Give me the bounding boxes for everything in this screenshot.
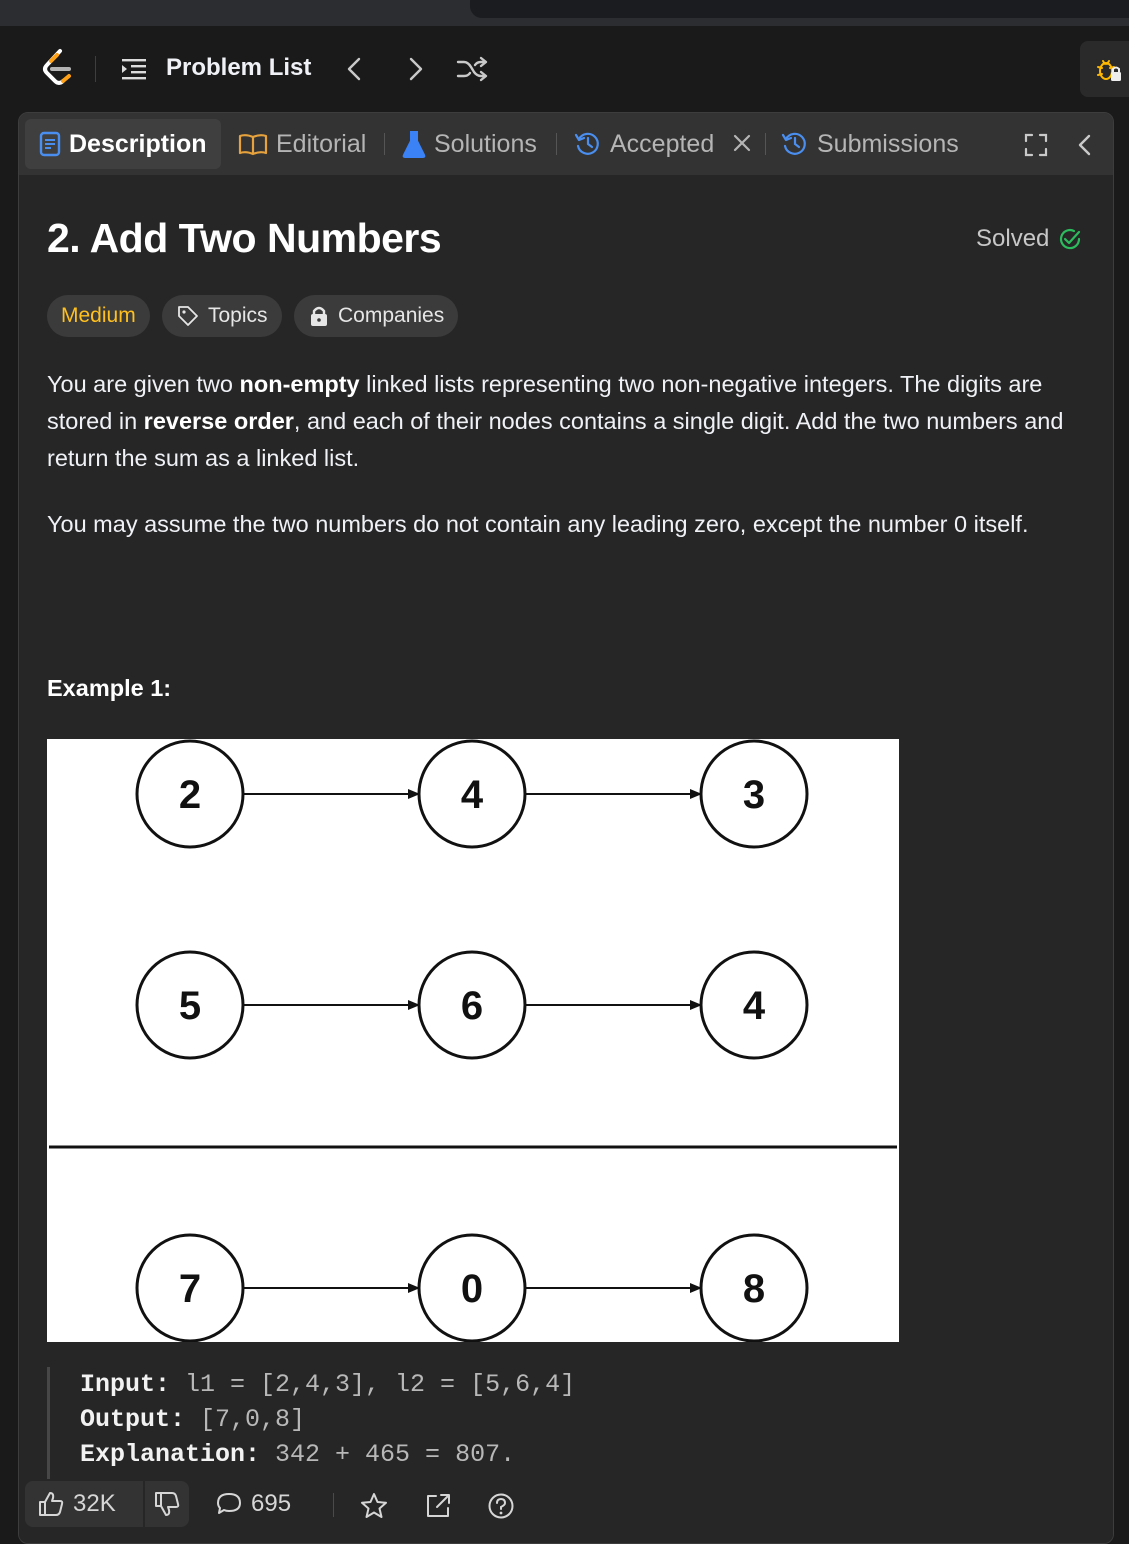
bottom-action-bar (19, 1479, 1113, 1543)
difficulty-badge (47, 295, 150, 337)
svg-text:5: 5 (178, 984, 202, 1028)
solved-status (976, 225, 1083, 253)
comment-icon (215, 1490, 243, 1518)
node (701, 1235, 807, 1341)
help-icon[interactable] (486, 1491, 516, 1521)
comments-button[interactable] (215, 1481, 291, 1527)
svg-text:0: 0 (460, 1267, 484, 1311)
problem-list-link[interactable]: Problem List (166, 54, 312, 81)
star-icon[interactable] (359, 1491, 389, 1521)
node (137, 1235, 243, 1341)
explanation-value: 342 + 465 = 807. (260, 1440, 516, 1469)
svg-text:2: 2 (178, 773, 202, 817)
tab-submissions[interactable] (781, 119, 959, 169)
solved-label: Solved (976, 225, 1050, 252)
input-line (80, 1367, 780, 1402)
linked-list-diagram (47, 739, 899, 1342)
browser-tab[interactable] (470, 0, 1129, 18)
node (701, 952, 807, 1058)
svg-text:4: 4 (460, 773, 484, 817)
description-panel (18, 112, 1114, 1544)
companies-button[interactable] (294, 295, 458, 337)
vote-group (25, 1481, 189, 1527)
footer-separator (333, 1493, 334, 1517)
tab-accepted[interactable] (574, 119, 714, 169)
top-navigation (0, 26, 1129, 112)
tab-separator (765, 133, 766, 155)
dislike-button[interactable] (153, 1481, 189, 1527)
tab-solutions-label: Solutions (434, 129, 537, 158)
document-icon (39, 131, 61, 157)
text-segment: , and each of their nodes contains a single digit. Add the two numbers and return the sum as a linked list. (47, 408, 1064, 471)
description-paragraph-2: You may assume the two numbers do not contain any leading zero, except the number 0 itself. (47, 511, 1029, 537)
tab-solutions[interactable] (402, 119, 537, 169)
output-line (80, 1402, 780, 1437)
svg-text:7: 7 (178, 1267, 202, 1311)
fullscreen-icon[interactable] (1022, 131, 1050, 159)
svg-text:4: 4 (742, 984, 766, 1028)
difficulty-label: Medium (61, 304, 136, 327)
close-icon[interactable] (730, 131, 754, 155)
topics-label: Topics (208, 304, 268, 327)
output-value: [7,0,8] (185, 1405, 306, 1434)
explanation-label: Explanation: (80, 1440, 261, 1469)
vote-separator (143, 1481, 145, 1527)
svg-text:3: 3 (742, 773, 766, 817)
browser-tab-strip (0, 0, 1129, 26)
problem-title: 2. Add Two Numbers (47, 215, 442, 261)
topics-button[interactable] (162, 295, 282, 337)
history-icon (574, 130, 602, 158)
tab-editorial[interactable] (238, 119, 366, 169)
shuffle-icon[interactable] (455, 55, 489, 83)
svg-text:6: 6 (460, 984, 484, 1028)
tag-icon (176, 304, 200, 328)
debugger-button[interactable] (1080, 41, 1129, 97)
bold-text: non-empty (239, 371, 360, 397)
tab-separator (556, 133, 557, 155)
node (419, 952, 525, 1058)
like-count: 32K (73, 1490, 116, 1517)
node (701, 741, 807, 847)
tab-description-label: Description (69, 129, 207, 158)
svg-text:8: 8 (742, 1267, 766, 1311)
nav-divider (95, 56, 96, 82)
thumbs-up-icon (37, 1490, 65, 1518)
input-label: Input: (80, 1370, 171, 1399)
share-icon[interactable] (423, 1491, 453, 1521)
explanation-line (80, 1437, 780, 1472)
list-row-l1 (137, 741, 807, 847)
like-button[interactable] (37, 1481, 116, 1527)
history-icon (781, 130, 809, 158)
bug-lock-icon (1094, 55, 1124, 85)
node (419, 741, 525, 847)
description-paragraph-1 (47, 366, 1087, 477)
output-label: Output: (80, 1405, 186, 1434)
lock-icon (308, 304, 330, 328)
check-circle-icon (1057, 226, 1083, 252)
book-icon (238, 132, 268, 156)
problem-list-icon[interactable] (120, 56, 148, 82)
list-row-result (137, 1235, 807, 1341)
chevron-right-icon[interactable] (402, 56, 428, 82)
node (137, 952, 243, 1058)
thumbs-down-icon (153, 1490, 181, 1518)
text-segment: linked lists representing two non-negative integers. The digits are stored in (47, 371, 1043, 434)
comment-count: 695 (251, 1490, 292, 1517)
collapse-panel-icon[interactable] (1071, 131, 1099, 159)
tab-submissions-label: Submissions (817, 129, 959, 158)
tab-description[interactable] (25, 119, 221, 169)
node (137, 741, 243, 847)
tab-separator (384, 133, 385, 155)
input-value: l1 = [2,4,3], l2 = [5,6,4] (170, 1370, 576, 1399)
example-heading: Example 1: (47, 675, 172, 701)
chevron-left-icon[interactable] (342, 56, 368, 82)
tab-accepted-label: Accepted (610, 129, 715, 158)
text-segment: You are given two (47, 371, 240, 397)
leetcode-logo-icon[interactable] (38, 48, 76, 88)
flask-icon (402, 130, 426, 158)
panel-tab-bar (19, 113, 1113, 175)
tab-editorial-label: Editorial (276, 129, 367, 158)
list-row-l2 (137, 952, 807, 1058)
node (419, 1235, 525, 1341)
bold-text: reverse order (143, 408, 294, 434)
companies-label: Companies (338, 304, 445, 327)
